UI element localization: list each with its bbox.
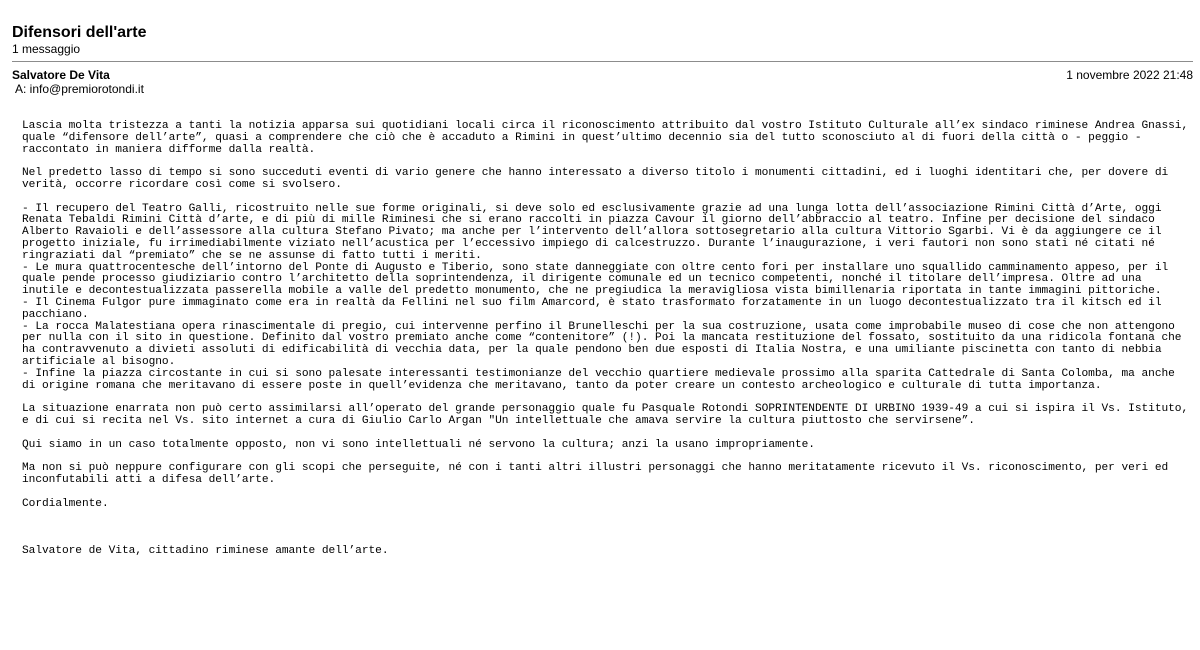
signature: Salvatore de Vita, cittadino riminese amante dell’arte. — [22, 544, 389, 557]
body-paragraph: Ma non si può neppure configurare con gli scopi che perseguite, né con i tanti altri illustri personaggi che hanno meritatamente ricevuto il Vs. riconoscimento, per veri ed inconfutabili atti a difesa dell’arte. — [22, 462, 1169, 486]
email-subject: Difensori dell'arte — [12, 24, 147, 41]
body-paragraph-list: - Il recupero del Teatro Galli, ricostruito nelle sue forme originali, si deve solo ed esclusivamente grazie ad una lunga lotta dell’associazione Rimini Città d’Arte, oggi Renata Tebaldi Rimini Città d’arte, e di più di mille Riminesi che si erano raccolti in piazza Cavour il giorno dell’abbraccio al teatro. Infine per decisione del sindaco Alberto Ravaioli e dell’assessore alla cultura Stefano Pivato; ma anche per l’intervento dell’allora sottosegretario alla cultura Vittorio Sgarbi. Vi è da aggiungere ce il progetto iniziale, fu irrimediabilmente viziato nell’acustica per l’eccessivo impiego di calcestruzzo. Durante l’inaugurazione, i veri fautori non sono stati né citati né ringraziati dal “premiato” che se ne assunse di fatto tutti i meriti. - Le mura quattrocentesche dell’intorno del Ponte di Augusto e Tiberio, sono state danneggiate con oltre cento fori per installare uno squallido camminamento appeso, per il quale pende processo giudiziario contro l’architetto della soprintendenza, il dirigente comunale ed un tecnico competenti, nonché il titolare dell’impresa. Oltre ad una inutile e decontestualizzata passerella mobile a valle del predetto monumento, che ne pregiudica la meravigliosa vista bimillenaria riportata in tante immagini pittoriche. - Il Cinema Fulgor pure immaginato come era in realtà da Fellini nel suo film Amarcord, è stato trasformato forzatamente in un luogo decontestualizzato tra il kitsch ed il pacchiano. - La rocca Malatestiana opera rinascimentale di pregio, cui intervenne perfino il Brunelleschi per la sua costruzione, usata come improbabile museo di cose che non attengono per nulla con il sito in questione. Definito dal vostro premiato anche come “contenitore” (!). Poi la mancata restituzione del fossato, sostituito da una ridicola fontana che ha contravvenuto a divieti assoluti di edificabilità di vecchia data, per la quale pendono ben due esposti di Italia Nostra, e una umiliante piscinetta con tanto di nebbia artificiale al bisogno. - Infine la piazza circostante in cui si sono palesate interessanti testimonianze del vecchio quartiere medievale prossimo alla sparita Cattedrale di Santa Colomba, ma anche di origine romana che meritavano di essere poste in quell’evidenza che meritavano, tanto da poter creare un contesto archeologico e culturale di tutta importanza. — [22, 202, 1182, 392]
message-date: 1 novembre 2022 21:48 — [1066, 68, 1193, 82]
body-paragraph: La situazione enarrata non può certo assimilarsi all’operato del grande personaggio quale fu Pasquale Rotondi SOPRINTENDENTE DI URBINO 1939-49 a cui si ispira il Vs. Istituto, e di cui si recita nel Vs. sito internet a cura di Giulio Carlo Argan "Un intellettuale che amava servire la cultura piuttosto che servirsene”. — [22, 403, 1189, 427]
signature-spacer — [22, 522, 1190, 546]
header-divider — [12, 61, 1193, 62]
body-paragraph: Nel predetto lasso di tempo si sono succeduti eventi di vario genere che hanno interessato a diverso titolo i monumenti cittadini, ed i luoghi identitari che, per dovere di verità, occorre ricordare così come si svolsero. — [22, 167, 1169, 191]
sender-name: Salvatore De Vita — [12, 68, 110, 82]
body-paragraph: Lascia molta tristezza a tanti la notizia apparsa sui quotidiani locali circa il riconoscimento attribuito dal vostro Istituto Culturale all’ex sindaco riminese Andrea Gnassi, quale “difensore dell’arte”, quasi a comprendere che ciò che è accaduto a Rimini in quest’ultimo decennio sia del tutto sconosciuto al di fuori della città o - peggio - raccontato in maniera difforme dalla realtà. — [22, 120, 1189, 156]
message-body — [22, 121, 1190, 569]
message-count: 1 messaggio — [12, 42, 81, 56]
recipient-address: A: info@premiorotondi.it — [15, 82, 144, 96]
closing: Cordialmente. — [22, 497, 109, 510]
body-paragraph: Qui siamo in un caso totalmente opposto, non vi sono intellettuali né servono la cultura; anzi la usano impropriamente. — [22, 438, 815, 451]
